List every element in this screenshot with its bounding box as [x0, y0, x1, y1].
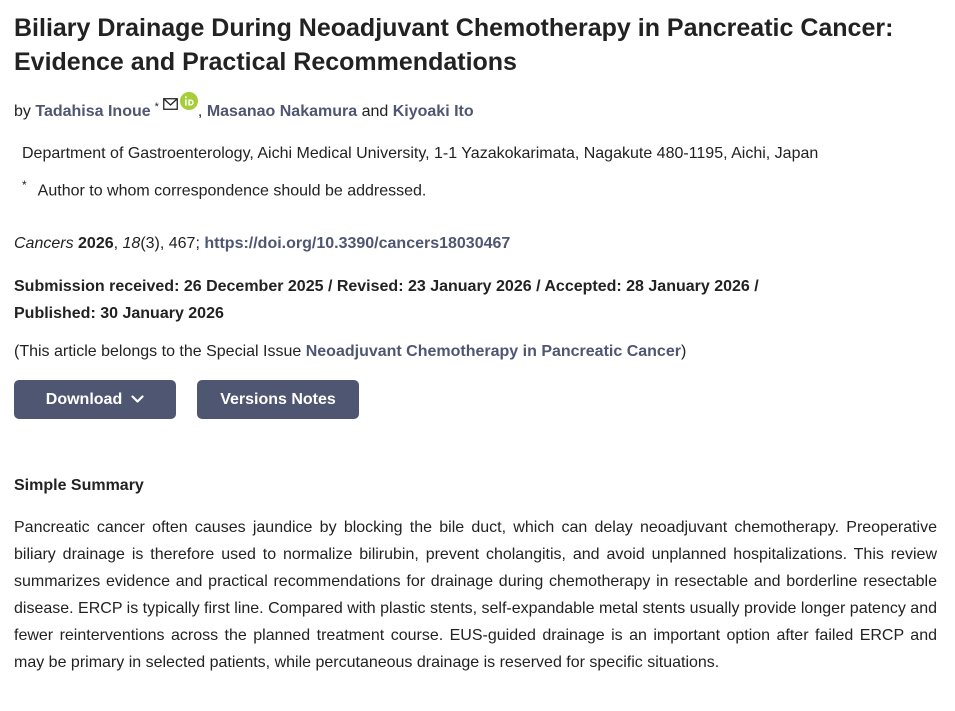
author-list: [14, 92, 474, 123]
chevron-down-icon: [131, 391, 144, 409]
correspondence-text: Author to whom correspondence should be addressed.: [37, 182, 427, 200]
correspondence-note: [22, 174, 426, 202]
special-issue-note: [14, 341, 686, 363]
citation-issue-pages: (3), 467;: [140, 235, 200, 252]
simple-summary-text: Pancreatic cancer often causes jaundice by blocking the bile duct, which can delay neoadjuvant chemotherapy. Preoperative biliary drainage is therefore used to normalize bilirubin, prevent cholangitis, and avoid unplanned hospitalizations. This review summarizes evidence and practical recommendations for drainage during chemotherapy in resectable and borderline resectable disease. ERCP is typically first line. Compared with plastic stents, self-expandable metal stents usually provide longer patency and fewer reinterventions across the planned treatment course. EUS-guided drainage is an important option after failed ERCP and may be primary in selected patients, while percutaneous drainage is reserved for specific situations.: [14, 519, 937, 671]
simple-summary-heading: Simple Summary: [14, 477, 144, 494]
publication-dates: [14, 273, 894, 327]
dates-line-2: Published: 30 January 2026: [14, 305, 224, 322]
versions-notes-button[interactable]: [197, 380, 359, 419]
by-label: by: [14, 103, 31, 120]
correspondence-star: *: [22, 178, 27, 192]
mail-icon[interactable]: [163, 95, 178, 117]
download-button[interactable]: [14, 380, 176, 419]
citation: [14, 233, 510, 255]
author-separator: ,: [197, 103, 203, 120]
affiliation: Department of Gastroenterology, Aichi Medical University, 1-1 Yazakokarimata, Nagakute 480-1195, Aichi, Japan: [22, 145, 819, 162]
citation-volume: 18: [122, 235, 141, 252]
dates-line-1: Submission received: 26 December 2025 / Revised: 23 January 2026 / Accepted: 28 January 2026 /: [14, 278, 759, 295]
citation-comma: ,: [113, 235, 123, 252]
article-title: Biliary Drainage During Neoadjuvant Chemotherapy in Pancreatic Cancer: Evidence and Practical Recommendations: [14, 14, 894, 76]
special-issue-prefix: (This article belongs to the Special Issue: [14, 343, 302, 360]
author-link-inoue[interactable]: Tadahisa Inoue: [35, 103, 151, 120]
download-label: Download: [45, 390, 123, 408]
author-link-nakamura[interactable]: Masanao Nakamura: [206, 103, 358, 120]
special-issue-suffix: ): [680, 343, 687, 360]
journal-name: Cancers: [14, 235, 74, 252]
author-and: and: [361, 103, 389, 120]
author-link-ito[interactable]: Kiyoaki Ito: [392, 103, 474, 120]
orcid-icon[interactable]: [180, 92, 198, 117]
versions-notes-label: Versions Notes: [220, 390, 336, 408]
special-issue-link[interactable]: Neoadjuvant Chemotherapy in Pancreatic Cancer: [305, 343, 681, 360]
author-star: *: [154, 100, 159, 113]
doi-link[interactable]: https://doi.org/10.3390/cancers18030467: [204, 235, 511, 252]
citation-year: 2026: [78, 235, 114, 252]
